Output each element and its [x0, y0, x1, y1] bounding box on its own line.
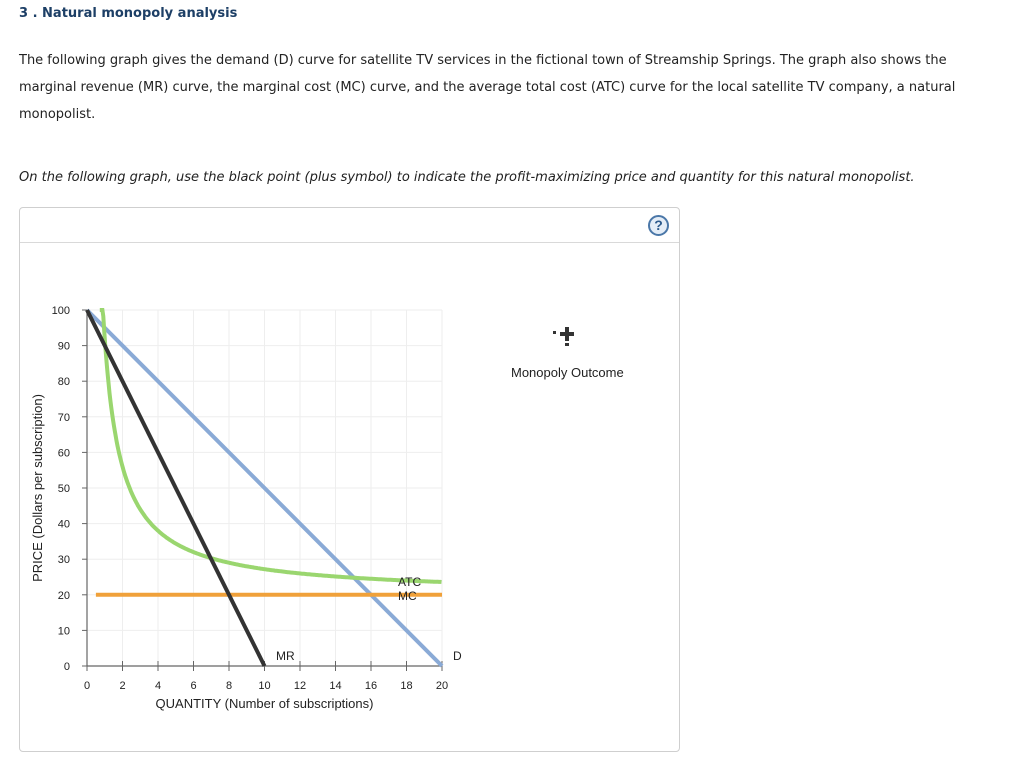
- x-tick-label: 12: [293, 680, 307, 692]
- mc-label: MC: [398, 589, 417, 603]
- x-tick-label: 14: [329, 680, 342, 692]
- y-tick-label: 50: [57, 483, 70, 495]
- y-tick-label: 100: [51, 305, 70, 317]
- atc-curve: [100, 310, 442, 582]
- plus-point-icon: [553, 325, 577, 349]
- x-tick-label: 2: [119, 680, 126, 692]
- x-tick-label: 18: [400, 680, 413, 692]
- y-tick-label: 90: [57, 340, 70, 353]
- d-label: D: [453, 649, 462, 663]
- help-icon[interactable]: ?: [648, 215, 669, 236]
- x-tick-label: 0: [83, 680, 91, 692]
- y-tick-label: 80: [57, 376, 70, 389]
- x-tick-label: 8: [225, 680, 233, 692]
- monopoly-outcome-tool[interactable]: [553, 325, 577, 349]
- y-tick-label: 0: [63, 661, 70, 673]
- y-tick-label: 20: [57, 589, 70, 602]
- y-tick-label: 40: [57, 518, 70, 531]
- mr-label: MR: [276, 649, 295, 663]
- y-axis-title: PRICE (Dollars per subscription): [30, 394, 45, 582]
- chart-labels: [276, 575, 462, 663]
- question-title: 3 . Natural monopoly analysis: [19, 6, 238, 21]
- atc-label: ATC: [398, 575, 422, 589]
- x-tick-label: 6: [190, 680, 197, 692]
- y-tick-label: 10: [57, 625, 70, 638]
- question-instruction: On the following graph, use the black point (plus symbol) to indicate the profit-maximizing price and quantity for this natural monopolist.: [19, 170, 915, 185]
- y-tick-label: 70: [57, 411, 70, 424]
- chart-axes: [30, 305, 448, 711]
- x-axis-title: QUANTITY (Number of subscriptions): [155, 696, 374, 711]
- y-tick-label: 30: [57, 554, 70, 567]
- x-tick-label: 16: [364, 680, 378, 692]
- y-tick-label: 60: [57, 447, 70, 460]
- x-tick-label: 10: [258, 680, 271, 692]
- monopoly-outcome-label: Monopoly Outcome: [511, 365, 624, 380]
- x-tick-label: 20: [435, 680, 449, 692]
- question-body: The following graph gives the demand (D) curve for satellite TV services in the fictional town of Streamship Springs. The graph also shows the marginal revenue (MR) curve, the marginal cost (MC) curve, and the average total cost (ATC) curve for the local satellite TV company, a natural monopolist.: [19, 53, 956, 122]
- x-tick-label: 4: [154, 680, 162, 692]
